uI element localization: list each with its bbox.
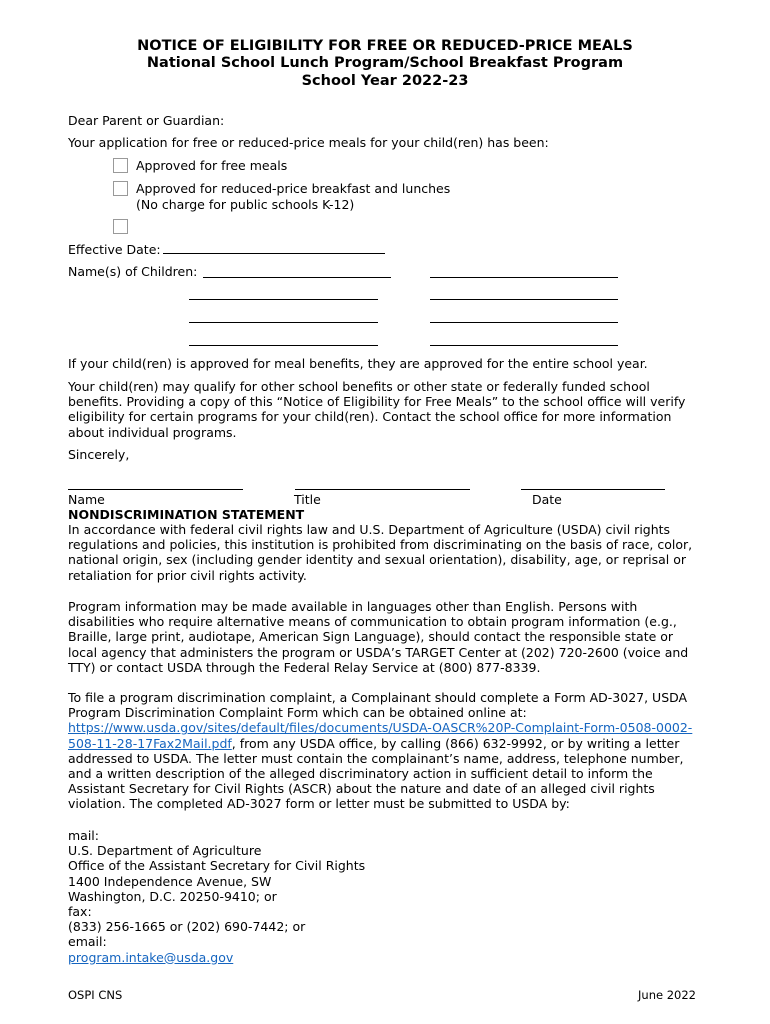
- approved-statement: If your child(ren) is approved for meal benefits, they are approved for the entire school year.: [68, 356, 648, 371]
- child-name-field[interactable]: [203, 277, 391, 278]
- signature-title-label: Title: [294, 492, 321, 507]
- effective-date-field[interactable]: [163, 253, 385, 254]
- intro-text: Your application for free or reduced-price meals for your child(ren) has been:: [68, 135, 549, 150]
- signature-date-field[interactable]: [521, 489, 665, 490]
- effective-date-label: Effective Date:: [68, 242, 161, 257]
- nondiscrimination-p2: Program information may be made available in languages other than English. Persons with disabilities who require alternative means of communication to obtain program information (e.g., Braille, large print, audiotape, American Sign Language), should contact the responsible state or local agency that administers the program or USDA’s TARGET Center at (202) 720-2600 (voice and TTY) or contact USDA through the Federal Relay Service at (800) 877-8339.: [68, 599, 689, 675]
- notice-title: NOTICE OF ELIGIBILITY FOR FREE OR REDUCED-PRICE MEALS: [137, 38, 633, 54]
- child-name-field[interactable]: [189, 345, 378, 346]
- benefits-paragraph: Your child(ren) may qualify for other school benefits or other state or federally funded school benefits. Providing a copy of this “Notice of Eligibility for Free Meals” to the school office will verify eligibility for certain programs for your child(ren). Contact the school office for more information about individual programs.: [68, 379, 686, 440]
- child-name-field[interactable]: [430, 299, 618, 300]
- reduced-price-label: Approved for reduced-price breakfast and lunches: [136, 181, 451, 196]
- program-title: National School Lunch Program/School Breakfast Program: [146, 55, 624, 71]
- child-name-field[interactable]: [189, 322, 378, 323]
- child-name-field[interactable]: [189, 299, 378, 300]
- child-name-field[interactable]: [430, 345, 618, 346]
- email-link[interactable]: program.intake@usda.gov: [68, 949, 234, 965]
- child-name-field[interactable]: [430, 322, 618, 323]
- footer-right: June 2022: [638, 988, 696, 1002]
- footer-left: OSPI CNS: [68, 988, 123, 1002]
- greeting: Dear Parent or Guardian:: [68, 113, 225, 128]
- other-checkbox[interactable]: [113, 219, 128, 234]
- signature-name-label: Name: [68, 492, 105, 507]
- complaint-form-link-cont[interactable]: 508-11-28-17Fax2Mail.pdf: [68, 735, 232, 751]
- closing: Sincerely,: [68, 447, 130, 462]
- free-meals-checkbox[interactable]: [113, 158, 128, 173]
- signature-name-field[interactable]: [68, 489, 243, 490]
- complaint-form-link[interactable]: https://www.usda.gov/sites/default/files/documents/USDA-OASCR%20P-Complaint-Form-0508-0002-: [68, 720, 693, 736]
- school-year-title: School Year 2022-23: [301, 73, 469, 89]
- nondiscrimination-heading: NONDISCRIMINATION STATEMENT: [68, 507, 305, 522]
- reduced-price-note: (No charge for public schools K-12): [136, 197, 355, 212]
- reduced-price-checkbox[interactable]: [113, 181, 128, 196]
- free-meals-label: Approved for free meals: [136, 158, 288, 173]
- signature-title-field[interactable]: [295, 489, 470, 490]
- signature-date-label: Date: [532, 492, 562, 507]
- nondiscrimination-p3: To file a program discrimination complaint, a Complainant should complete a Form AD-3027, USDA Program Discrimination Complaint Form which can be obtained online at: https://www.usda.gov/sites/default/files/documents/USDA-OASCR%20P-Complaint-Form-0508-0002- 508-11-28-17Fax2Mail.pdf, from any USDA office, by calling (866) 632-9992, or by writing a letter addressed to USDA. The letter must contain the complainant’s name, address, telephone number, and a written description of the alleged discriminatory action in sufficient detail to inform the Assistant Secretary for Civil Rights (ASCR) about the nature and date of an alleged civil rights violation. The completed AD-3027 form or letter must be submitted to USDA by:: [68, 690, 693, 812]
- children-label: Name(s) of Children:: [68, 264, 198, 279]
- contact-block: mail: U.S. Department of Agriculture Office of the Assistant Secretary for Civil Rights 1400 Independence Avenue, SW Washington, D.C. 20250-9410; or fax: (833) 256-1665 or (202) 690-7442; or email: program.intake@usda.gov: [68, 828, 366, 965]
- child-name-field[interactable]: [430, 277, 618, 278]
- nondiscrimination-p1: In accordance with federal civil rights law and U.S. Department of Agriculture (USDA) civil rights regulations and policies, this institution is prohibited from discriminating on the basis of race, color, national origin, sex (including gender identity and sexual orientation), disability, age, or reprisal or retaliation for prior civil rights activity.: [68, 522, 693, 583]
